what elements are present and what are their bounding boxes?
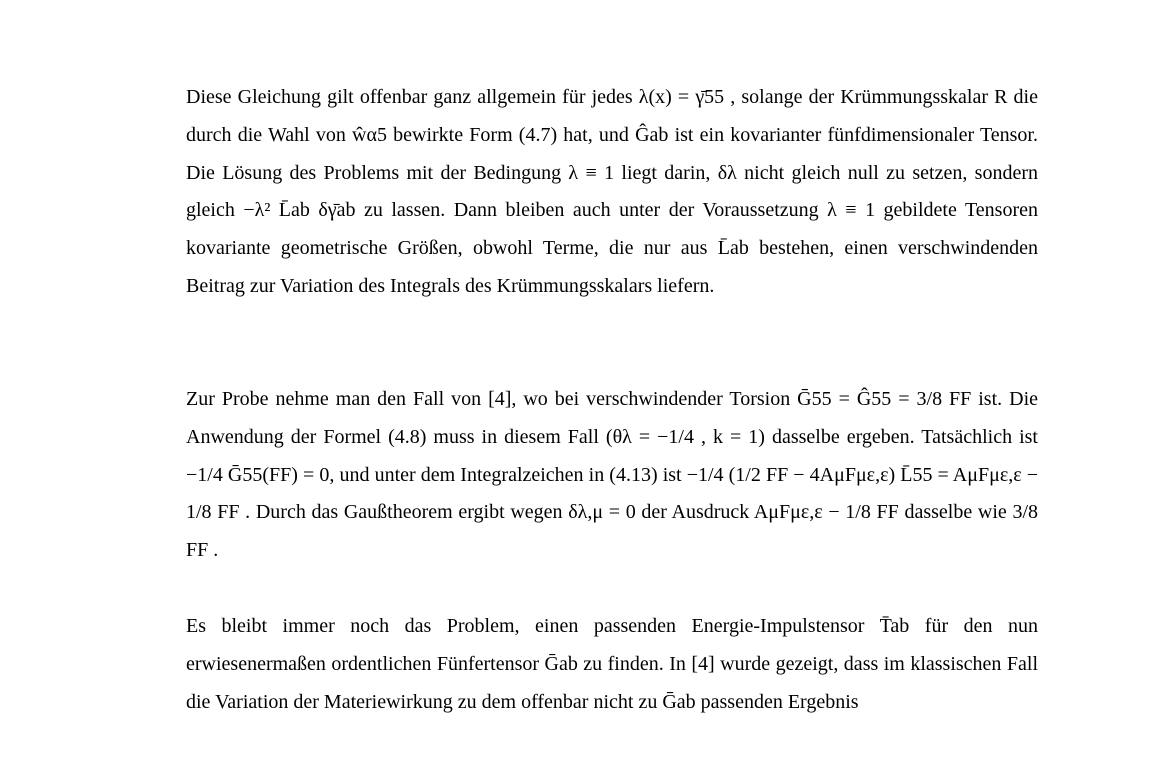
paragraph-1: Diese Gleichung gilt offenbar ganz allgemein für jedes λ(x) = γ̄55 , solange der Krümmungsskalar R die durch die Wahl von ŵα5 bewirkte Form (4.7) hat, und Ĝab ist ein kovarianter fünfdimensionaler Tensor. Die Lösung des Problems mit der Bedingung λ ≡ 1 liegt darin, δλ nicht gleich null zu setzen, sondern gleich −λ² L̄ab δγ̄ab zu lassen. Dann bleiben auch unter der Voraussetzung λ ≡ 1 gebildete Tensoren kovariante geometrische Größen, obwohl Terme, die nur aus L̄ab bestehen, einen verschwindenden Beitrag zur Variation des Integrals des Krümmungsskalars liefern. <box>186 86 1038 297</box>
paragraph-2: Zur Probe nehme man den Fall von [4], wo bei verschwindender Torsion Ḡ55 = Ĝ55 = 3/8 FF ist. Die Anwendung der Formel (4.8) muss in diesem Fall (θλ = −1/4 , k = 1) dasselbe ergeben. Tatsächlich ist −1/4 Ḡ55(FF) = 0, und unter dem Integralzeichen in (4.13) ist −1/4 (1/2 FF − 4AμFμε,ε) L̄55 = AμFμε,ε − 1/8 FF . Durch das Gaußtheorem ergibt wegen δλ,μ = 0 der Ausdruck AμFμε,ε − 1/8 FF dasselbe wie 3/8 FF . <box>186 388 1038 562</box>
paragraph-3: Es bleibt immer noch das Problem, einen passenden Energie-Impulstensor T̄ab für den nun erwiesenermaßen ordentlichen Fünfertensor Ḡab zu finden. In [4] wurde gezeigt, dass im klassischen Fall die Variation der Materiewirkung zu dem offenbar nicht zu Ḡab passenden Ergebnis <box>186 615 1038 713</box>
